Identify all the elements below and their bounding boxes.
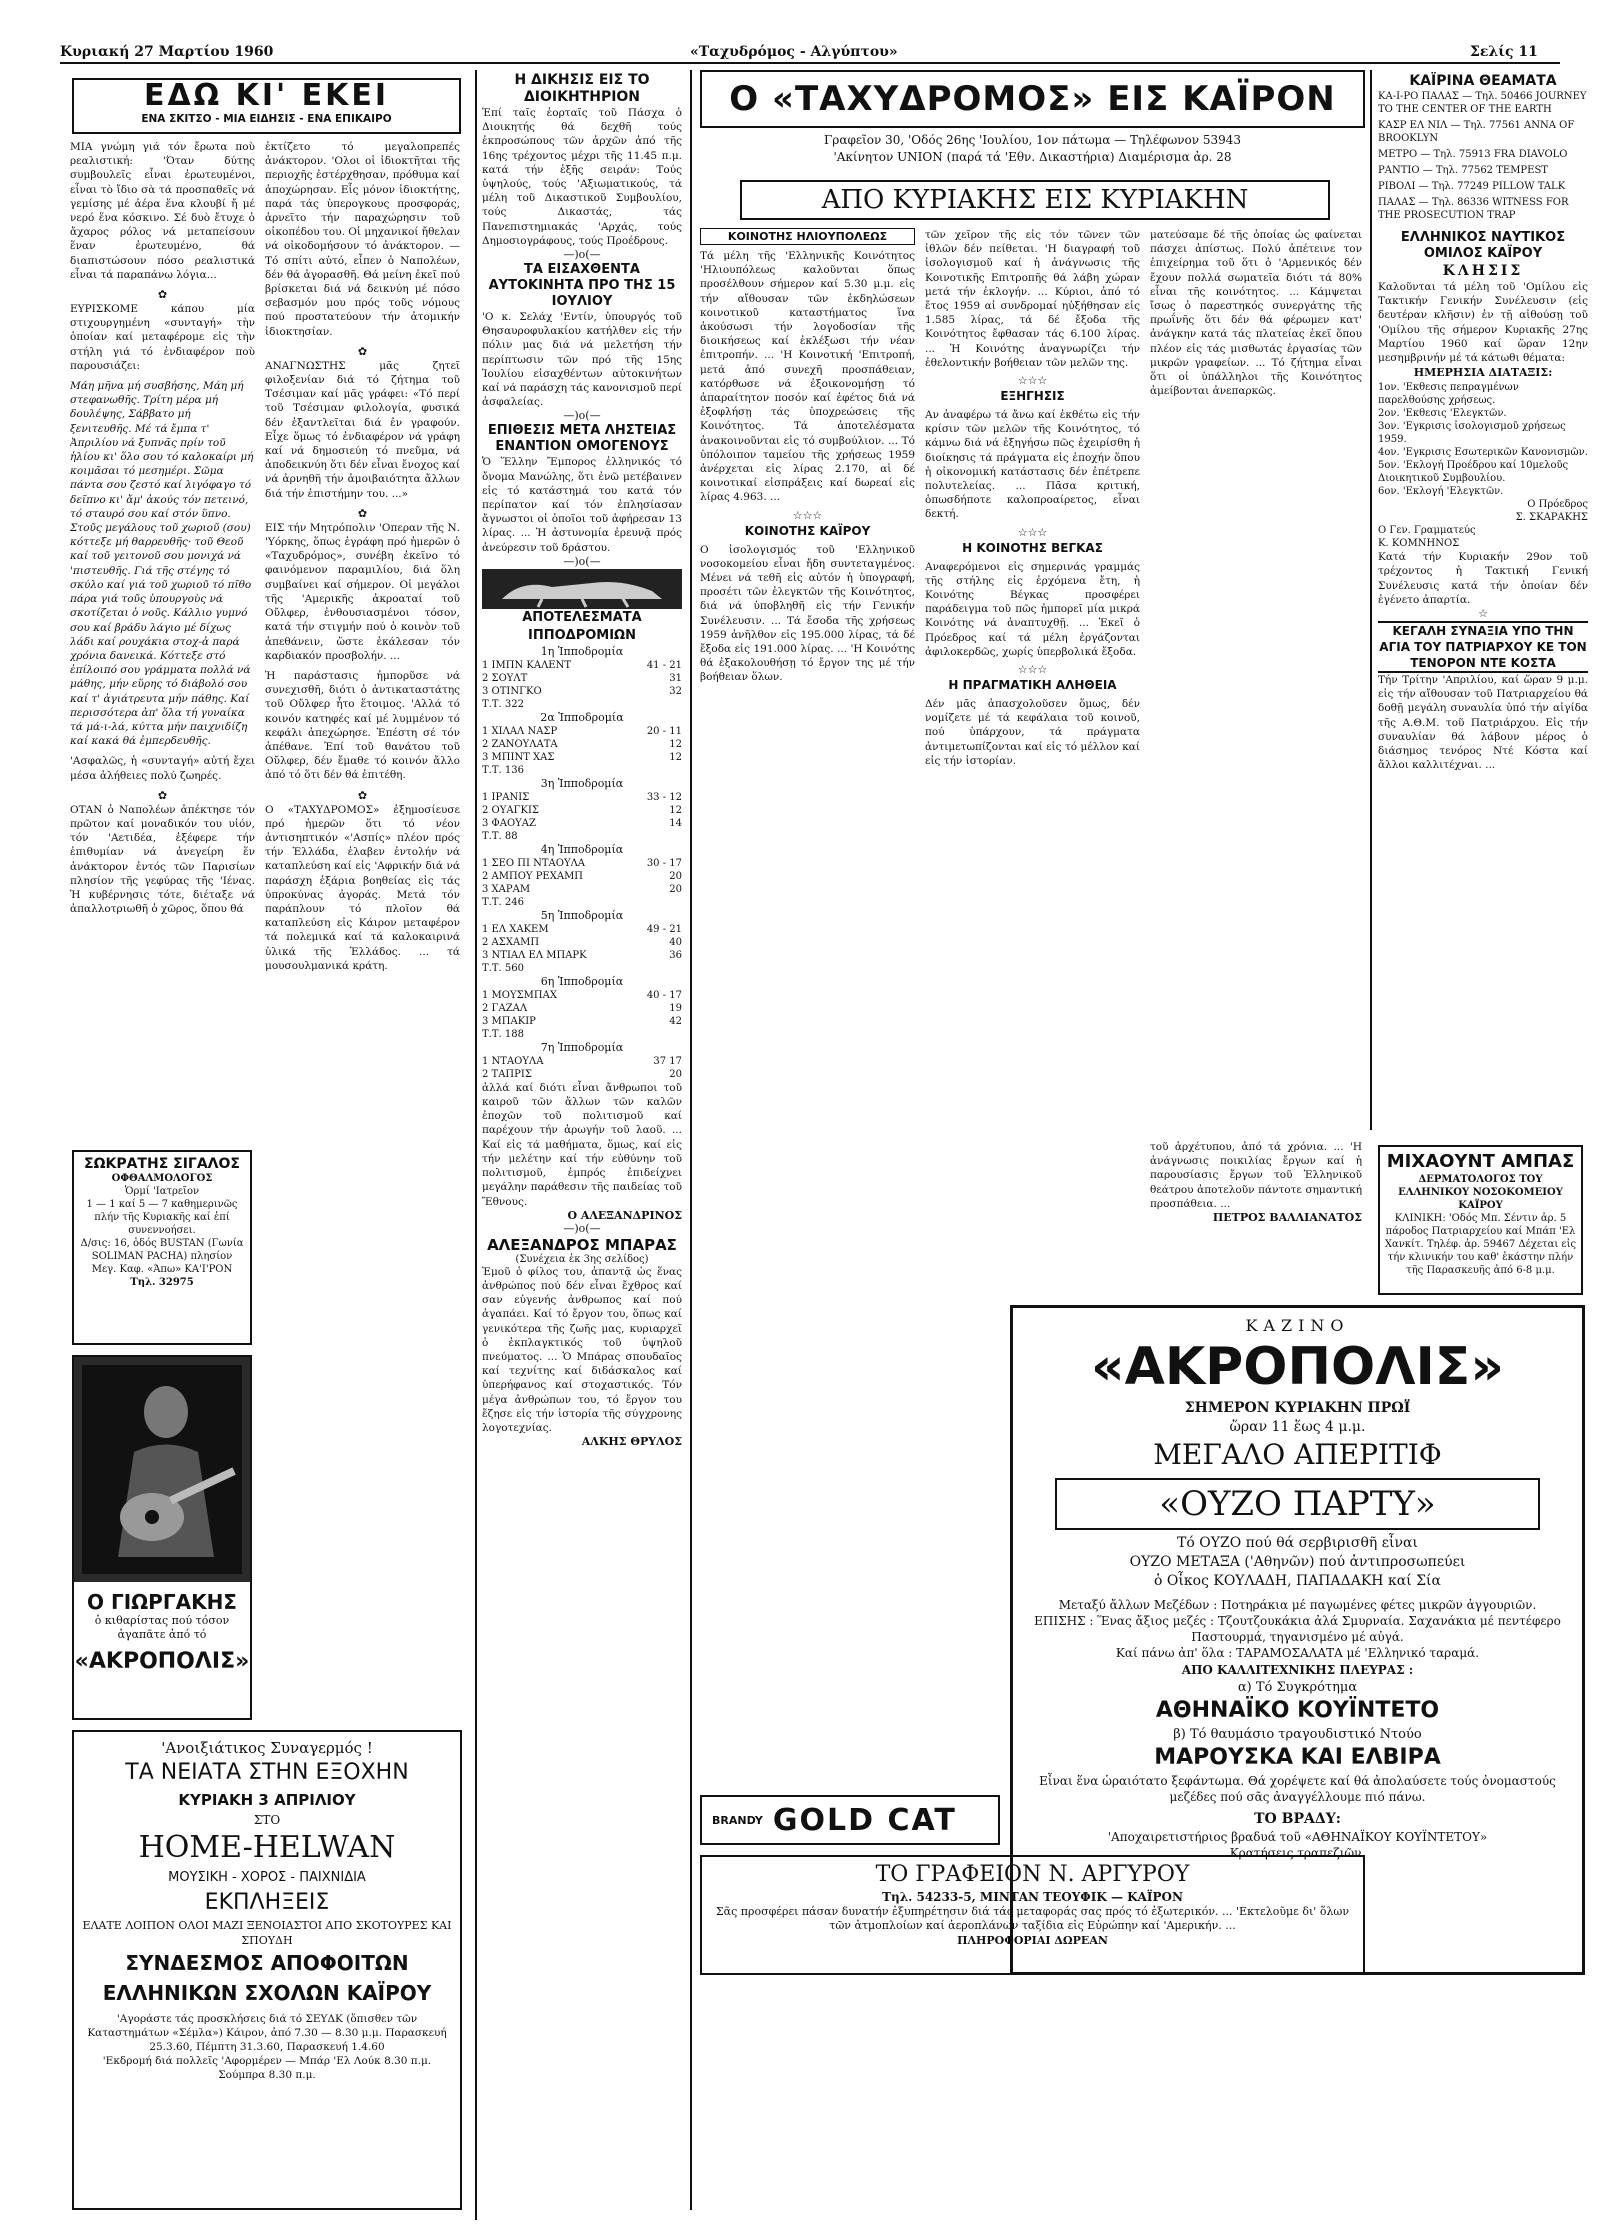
horse-name: 1 ΣΕΟ ΠΙ ΝΤΑΟΥΛΑ: [482, 857, 586, 869]
section-heading: ΕΞΗΓΗΣΙΣ: [1000, 389, 1065, 404]
doctor-clinic: Ὁρμί 'Ιατρεῖον: [124, 1186, 200, 1197]
gold-cat-label: GOLD CAT: [772, 1802, 957, 1838]
doctor-role: ΔΕΡΜΑΤΟΛΟΓΟΣ ΤΟΥ ΕΛΛΗΝΙΚΟΥ ΝΟΣΟΚΟΜΕΙΟΥ ΚΑΪΡΟΥ: [1398, 1174, 1563, 1211]
section-heading: Η ΚΟΙΝΟΤΗΣ ΒΕΓΚΑΣ: [962, 540, 1103, 555]
agenda-item: 1ον. 'Εκθεσις πεπραγμένων παρελθούσης χρήσεως.: [1378, 382, 1519, 407]
horse-name: 1 ΕΛ ΧΑΚΕΜ: [482, 923, 549, 935]
horse-name: 2 ΑΜΠΟΥ ΡΕΧΑΜΠ: [482, 870, 584, 882]
agenda-item: 2ον. 'Εκθεσις 'Ελεγκτῶν.: [1378, 408, 1507, 420]
kazino-line: ΑΠΟ ΚΑΛΛΙΤΕΧΝΙΚΗΣ ΠΛΕΥΡΑΣ :: [1181, 1663, 1414, 1677]
helwan-line: ΤΑ ΝΕΙΑΤΑ ΣΤΗΝ ΕΞΟΧΗΝ: [125, 1760, 409, 1785]
kazino-line: ΜΕΓΑΛΟ ΑΠΕΡΙΤΙΦ: [1153, 1438, 1442, 1471]
article-text: Ἐμοῦ ὁ φίλος του, ἀπαντᾷ ὡς ἕνας ἀνθρώπος πού δέν εἶναι ἔχθρος καί σαν εὐγενής ἀνθρωπος καί πού ἀγαπάει. Καί τό ἔργον του, ὅπως καί γενικότερα τῆς ζωῆς μας, κυριαρχεῖ ὁ ἐκπλαγκτικός τοῦ ὑψηλοῦ πνεύματος. ... Ὁ Μπάρας σπουδαῖος καί τεχνίτης καί διδάσκαλος καί ὑπερήφανος καί στοχαστικός. Τόν μέγα ἀνθρώπων του, τό ἔργον του ἔζησε εἰς τήν ἱστορία τῆς σύγχρονης λογοτεχνίας.: [482, 1265, 682, 1434]
helwan-line: ΣΤΟ: [253, 1813, 281, 1827]
doctor-role: ΟΦΘΑΛΜΟΛΟΓΟΣ: [111, 1173, 213, 1184]
race-result-row: [482, 949, 682, 962]
masthead-rule: [60, 62, 1560, 64]
kazino-line: Εἶναι ἕνα ὡραιότατο ξεφάντωμα. Θά χορέψετε καί θά ἀπολαύσετε τούς ὀνομαστούς μεζέδες πού σᾶς ἀναγγέλλουμε πιό πάνω.: [1039, 1774, 1556, 1804]
article-text: Ἐπί ταῖς ἑορταῖς τοῦ Πάσχα ὁ Διοικητής θά δεχθῆ τούς ἐκπροσώπους τῶν ἀρχῶν ἀπό τῆς 16ης τρέχοντος μέχρι τῆς 11.45 π.μ. κατά τήν ἑξῆς σειράν: Τούς ὑψηλούς, τούς 'Αξιωματικούς, τά μέλη τοῦ Δικαστικοῦ Συμβουλίου, τούς Δικαστάς, τάς Πανεπιστημιακάς 'Αρχάς, τούς Δημοσιογράφους, τούς Προέδρους.: [482, 107, 682, 247]
article-signature: ΑΛΚΗΣ ΘΡΥΛΟΣ: [581, 1435, 682, 1449]
separator-icon: ☆☆☆: [1017, 663, 1048, 677]
helwan-line: ΚΥΡΙΑΚΗ 3 ΑΠΡΙΛΙΟΥ: [178, 1791, 356, 1809]
separator-icon: ✿: [357, 788, 368, 802]
horse-odds: 12: [669, 751, 682, 763]
horse-odds: 37 17: [653, 1055, 682, 1067]
kazino-line: Κρατήσεις τραπεζιῶν.: [1229, 1846, 1366, 1860]
race-result-row: [482, 685, 682, 698]
horse-name: 3 ΜΠΑΚΙΡ: [482, 1015, 536, 1027]
michaount-ad: [1378, 1145, 1583, 1295]
race-title: 1η Ἱπποδρομία: [540, 644, 624, 658]
horse-odds: 19: [669, 1002, 682, 1014]
kazino-line: ΜΑΡΟΥΣΚΑ ΚΑΙ ΕΛΒΙΡΑ: [1154, 1745, 1441, 1770]
signature: Ο Γεν. Γραμματεύς: [1378, 525, 1476, 537]
tachydromos-col-a: [700, 228, 915, 1788]
article-signature: ΠΕΤΡΟΣ ΒΑΛΛΙΑΝΑΤΟΣ: [1212, 1211, 1362, 1225]
doctor-address: ΚΛΙΝΙΚΗ: 'Οδός Μπ. Σέντιν ἀρ. 5 πάροδος Πατριαρχείου καί Μπάπ 'Ελ Χανκίτ. Τηλέφ. ἀρ. 59467 Δέχεται εἰς τήν κλινικήν του καθ' ἑκάστην πλήν τῆς Παρασκευῆς ἀπό 6-8 μ.μ.: [1384, 1213, 1577, 1276]
horse-odds: 41 - 21: [646, 659, 682, 671]
article-paragraph: ΑΝΑΓΝΩΣΤΗΣ μᾶς ζητεῖ φιλοξενίαν διά τό ζήτημα τοῦ Τσέσιμαν καί μᾶς γράφει: «Τό περί τοῦ Τσέσιμαν φιλολογία, φυσικά δέν ἐξαντλεῖται διά ἐν γραφούν. Εἶχε ὅμως τό ἐνδιαφέρον νά γράφη καί νά δημοσιεύη τό πνεῦμα, νά ἀποδεικνύη ὅτι δέν εἶναι ἔνοχος καί νά ἀρνηθῆ τήν ἀμοιβαιότητα ἄλλων διά τήν ἐπιστήμην του. ...»: [265, 359, 460, 500]
agenda-list: [1378, 381, 1588, 498]
horse-odds: 40: [669, 936, 682, 948]
doctor-name: ΣΩΚΡΑΤΗΣ ΣΙΓΑΛΟΣ: [84, 1156, 240, 1172]
separator-icon: ☆: [1478, 607, 1488, 621]
section-heading: Η ΠΡΑΓΜΑΤΙΚΗ ΑΛΗΘΕΙΑ: [948, 678, 1117, 693]
race-title: 4η Ἱπποδρομία: [540, 842, 624, 856]
race-result-row: [482, 672, 682, 685]
poem-text: Μάη μῆνα μή συσβήσης, Μάη μή στεφανωθῆς. Τρίτη μέρα μή δουλέψης, Σάββατο μή ξενιτευθῆς. Μέ τά ἔμπα τ' Ἀπριλίου νά ξυπνᾶς πρίν τοῦ ἡλίου κι' ὅλο σου τό καλοκαίρι μή κοιμᾶσαι τό μεσημέρι. Σῶμα πάντα σου ζεστό καί λιγόφαγο τό δεῖπνο κι' ἄμ' ἀκούς τόν πετεινό, τό σταυρό σου καί στόν ὕπνο. Στοῦς μεγάλους τοῦ χωριοῦ (σου) κόττεξε μή θαρρευθῆς· τοῦ Θεοῦ καί τοῦ γειτονοῦ σου μονιχά νά 'πιστευθῆς. Γιά τῆς στέγης τό σκύλο καί γιά τοῦ χωριοῦ τό πῖθο πάρα γιά τοῦς ὑπουργοὺς νά σκοτίζεται ὁ νοῦς. Κάλλιο γυμνό σου καί βράδυ λάγιο μέ δίχως λάδι καί ρουχάκια στοχ-ἀ παρά χρόνια δανεικά. Κόττεξε στό ἐπίλοιπό σου γράμματα πολλά νά μάθης, μήν εὕρης τό διάβολό σου καί τ' ἀγιάτρευτα μήν πάθης. Καί περισσότερα ἀπ' ὅλα τή γυναίκα τά μά-ι-λά, κύττα μήν παιχνιδίζη καί κακά θά ἐμπερδευθῆς.: [70, 380, 254, 748]
horse-odds: 20: [669, 1068, 682, 1080]
article-paragraph: ΜΙΑ γνώμη γιά τόν ἔρωτα ποὺ ρεαλιστική: 'Όταν δύτης συμβουλεῖς εἶναι ἐρωτευμένοι, εἶναι τὸ ἴδιο σὰ τά προσπαθεῖς νά γεμίσης μέ ἀέρα ἕνα κλουβί ἤ μέ νερό ἕνα κόσκινο. Σέ δυὸ ἔτυχε ὁ ἄχαρος ρόλος νά μεταπείσουν ἕναν ἐρωτευμένο, θά διαπιστώσουν πόσο ρεαλιστικά εἶναι τά παραπάνω λόγια...: [70, 141, 255, 281]
article-signature: Ο ΑΛΕΞΑΝΔΡΙΝΟΣ: [567, 1208, 682, 1222]
column-five: [1378, 72, 1588, 1132]
section-heading: ΤΑ ΕΙΣΑΧΘΕΝΤΑ ΑΥΤΟΚΙΝΗΤΑ ΠΡΟ ΤΗΣ 15 ΙΟΥΛΙΟΥ: [488, 262, 676, 310]
race-result-row: [482, 659, 682, 672]
horse-name: 1 ΙΜΠΝ ΚΑΛΕΝΤ: [482, 659, 572, 671]
horse-odds: 14: [669, 817, 682, 829]
horse-name: 3 ΜΠΙΝΤ ΧΑΣ: [482, 751, 555, 763]
kazino-line: Καί πάνω ἀπ' ὅλα : ΤΑΡΑΜΟΣΑΛΑΤΑ μέ 'Ελληνικό ταραμά.: [1115, 1646, 1480, 1660]
agenda-item: 5ον. 'Εκλογή Προέδρου καί 10μελοῦς Διοικητικοῦ Συμβουλίου.: [1378, 460, 1569, 485]
separator-icon: ✿: [157, 788, 168, 802]
helwan-ad: [72, 1730, 462, 2210]
separator-icon: ☆☆☆: [792, 508, 823, 522]
horse-name: 2 ΟΥΑΓΚΙΣ: [482, 804, 539, 816]
race-result-row: [482, 1015, 682, 1028]
article-paragraph: Ἡ παράστασις ἠμπορῦσε νά συνεχισθῆ, διότι ὁ ἀντικαταστάτης τοῦ Οὔλφερ ἦτο ἕτοιμος. 'Αλλά τό κοινόν κατηφές καί μέ λυμμένον τό κεφάλι ἀπεχώρησε. Ἐπέστη σέ τόν ἀπέθανε. Ἐπί τοῦ θανάτου τοῦ Οὔλφερ, δέν ἔμαθε τό κοινόν ἄλλο ἀπό τό ὅτι δέν θά ἐπιτέθη.: [265, 669, 460, 782]
race-result-row: [482, 989, 682, 1002]
race-result-row: [482, 738, 682, 751]
horse-odds: 36: [669, 949, 682, 961]
address-line: Γραφεῖον 30, 'Οδός 26ης 'Ιουλίου, 1ον πάτωμα — Τηλέφωνον 53943: [823, 133, 1242, 147]
helwan-line: 'Εκδρομή διά πολλεῖς 'Αφορμέρεν — Μπάρ 'Ελ Λούκ 8.30 π.μ. Σούμπρα 8.30 π.μ.: [102, 2055, 432, 2081]
section-heading: ΑΠΟΤΕΛΕΣΜΑΤΑ ΙΠΠΟΔΡΟΜΙΩΝ: [522, 609, 642, 643]
kazino-line: ΕΠΙΣΗΣ : Ἕνας ἄξιος μεζές : Τζουτζουκάκια ἀλά Σμυρναία. Σαχανάκια μέ πεντέφερο Παστουρμά, τηγανισμένο μέ αὐγά.: [1034, 1614, 1561, 1644]
edo-ki-ekei-subtitle: ΕΝΑ ΣΚΙΤΣΟ - ΜΙΑ ΕΙΔΗΣΙΣ - ΕΝΑ ΕΠΙΚΑΙΡΟ: [141, 113, 392, 125]
race-result-row: [482, 791, 682, 804]
separator-icon: ☆☆☆: [1017, 374, 1048, 388]
section-heading: ΕΠΙΘΕΣΙΣ ΜΕΤΑ ΛΗΣΤΕΙΑΣ ΕΝΑΝΤΙΟΝ ΟΜΟΓΕΝΟΥΣ: [487, 423, 677, 455]
race-result-row: [482, 883, 682, 896]
article-text: Καλοῦνται τά μέλη τοῦ 'Ομίλου εἰς Τακτικήν Γενικήν Συνέλευσιν (εἰς δευτέραν κλῆσιν) ἐν τῇ αἰθούσῃ τοῦ 'Ομίλου τῆς σήμερον Κυριακῆς 27ης Μαρτίου 1960 καί ὥραν 12ην μεσημβρινήν μέ τά κάτωθι θέματα:: [1378, 281, 1588, 365]
section-subheading: (Συνέχεια ἐκ 3ης σελίδος): [515, 1253, 649, 1265]
argyrou-phone: Τηλ. 54233-5, ΜΙΝΤΑΝ ΤΕΟΥΦΙΚ — ΚΑΪΡΟΝ: [882, 1890, 1183, 1904]
race-total: Τ.Τ. 246: [482, 896, 524, 908]
agenda-item: 4ον. 'Εγκρισις Εσωτερικῶν Κανονισμῶν.: [1378, 447, 1588, 459]
kazino-line: ΚΑΖΙΝΟ: [1245, 1316, 1350, 1335]
horse-odds: 49 - 21: [646, 923, 682, 935]
agenda-title: ΗΜΕΡΗΣΙΑ ΔΙΑΤΑΞΙΣ:: [1413, 366, 1553, 380]
section-heading: ΕΛΛΗΝΙΚΟΣ ΝΑΥΤΙΚΟΣ ΟΜΙΛΟΣ ΚΑΪΡΟΥ: [1400, 230, 1566, 261]
article-text: ἀλλά καί διότι εἶναι ἄνθρωποι τοῦ καιροῦ τῶν ἄλλων τῶν καλῶν ἐποχῶν τοῦ πολιτισμοῦ καί παρέχουν τήν ἀρωγήν τοῦ λαοῦ. ... Καί εἰς τά μαθήματα, ὅμως, καί εἰς τήν μελέτην καί τήν εὐθύνην τοῦ πολιτισμοῦ, ἐμπρός ἐπιδείχνει μεγάλην παράθεσιν τῆς παιδείας τοῦ Ἔθνους.: [482, 1081, 682, 1208]
separator-icon: —)o(—: [563, 409, 601, 423]
race-result-row: [482, 857, 682, 870]
horse-odds: 40 - 17: [646, 989, 682, 1001]
column-rule: [1370, 70, 1372, 1130]
kazino-line: ΟΥΖΟ ΜΕΤΑΞΑ ('Αθηνῶν) πού ἀντιπροσωπεύει: [1129, 1554, 1466, 1570]
column-two: [482, 72, 682, 2212]
masthead-page: Σελίς 11: [1470, 44, 1538, 60]
separator-icon: —)o(—: [563, 1221, 601, 1235]
race-total: Τ.Τ. 322: [482, 698, 524, 710]
apo-kyriakis-banner: [740, 180, 1330, 220]
horse-odds: 32: [669, 685, 682, 697]
kazino-line: Μεταξύ ἄλλων Μεζέδων : Ποτηράκια μέ παγωμένες φέτες μικρῶν ἀγγουριῶν.: [1058, 1598, 1537, 1612]
horse-name: 2 ΖΑΝΟΥΛΑΤΑ: [482, 738, 558, 750]
horse-name: 3 ΧΑΡΑΜ: [482, 883, 531, 895]
article-paragraph: Αν ἀναφέρω τά ἄνω καί ἐκθέτω εἰς τήν κρίσιν τῶν μελῶν τῆς Κοινότητος, τό κάμνω διά νά ἐξηγήσω πῶς ἐχειρίσθη ἡ διοίκησις τά πράγματα εἰς ἐποχήν ὅπου ἡ οἰκονομική κατάστασις δέν ἐπέτρεπε πολυτελείας. ... Πᾶσα κριτική, ὁπωσδήποτε καλοπροαίρετος, εἶναι δεκτή.: [925, 409, 1140, 521]
horse-odds: 12: [669, 804, 682, 816]
article-paragraph: ματεύσαμε δέ τῆς ὁποίας ὡς φαίνεται πάσχει ἀπίστως. Πολύ ἀπέτεινε τον ἐπιχείρημα τοῦ ὅτι ὁ 'Αρμενικός δέν ἔχουν πολλά σωματεῖα διότι τά 80% εἶναι τῆς κοινότητος. ... Κάμψεται ἴσως ὁ παρεστηκός συνεργάτης τῆς πρωΐνῆς ὅτι δέν θά φέρωμεν κατ' ἀνάγκην κατά τάς πλατείας ἐκεῖ ὅπου πλέον εἰς τάς μισθωτάς ἐργασίας τῶν μικρῶν γραφείων. ... Τό ζήτημα εἶναι ὅτι οἱ ὑπάλληλοι τῆς Κοινότητος ἀμείβονται ἀνεπαρκῶς.: [1150, 229, 1362, 398]
race-result-row: [482, 1055, 682, 1068]
race-total: Τ.Τ. 560: [482, 962, 524, 974]
race-result-row: [482, 751, 682, 764]
race-title: 2α Ἱπποδρομία: [540, 710, 624, 724]
kazino-line: ὥραν 11 ἕως 4 μ.μ.: [1229, 1419, 1366, 1435]
section-heading: ΑΛΕΞΑΝΔΡΟΣ ΜΠΑΡΑΣ: [487, 1235, 677, 1254]
section-heading: ΚΟΙΝΟΤΗΣ ΗΛΙΟΥΠΟΛΕΩΣ: [700, 228, 915, 245]
article-text: 'Ο κ. Σελάχ 'Εντίν, ὑπουργός τοῦ Θησαυροφυλακίου κατήλθεν εἰς τήν πόλιν μας διά νά μελετήση τήν περίπτωσιν τῶν πρό τῆς 15ης Ἰουλίου εἰσαχθέντων αὐτοκινήτων καί νά παράσχη τάς κανονισμοῦ περί ἀσφαλείας.: [482, 311, 682, 409]
article-paragraph: ἐκτίζετο τό μεγαλοπρεπές ἀνάκτορον. 'Ολοι οἱ ἰδιοκτῆται τῆς περιοχῆς ἐστέρχθησαν, πρόθυμα καί ἀποχώρησαν. Εἷς μόνον ἰδιοκτήτης, παρά τάς ὑπερογκους προσφοράς, ἀρνεῖτο τήν παραχώρησιν τοῦ οἰκοπέδου του. Οἱ μηχανικοί ἤθελαν νά οἰκοδομήσουν τό ἀνάκτορον. — Τό σπίτι αὐτό, εἶπεν ὁ Ναπολέων, δέν θά ἀγορασθῆ. Θά μείνη ἐκεῖ πού βρίσκεται διά νά δεικνύη μέ πόσο σεβασμόν μου πρός τοῦς νόμους πού προστατεύουν τήν ἀτομικήν ἰδιοκτησίαν.: [265, 141, 460, 338]
kazino-name: «ΑΚΡΟΠΟΛΙΣ»: [1091, 1337, 1504, 1397]
signature: Κ. ΚΟΜΝΗΝΟΣ: [1378, 538, 1460, 550]
race-result-row: [482, 1002, 682, 1015]
horse-name: 2 ΤΑΠΡΙΣ: [482, 1068, 532, 1080]
tachydromos-address: [700, 132, 1365, 172]
race-total: Τ.Τ. 188: [482, 1028, 524, 1040]
section-heading: ΚΕΓΑΛΗ ΣΥΝΑΞΙΑ ΥΠΟ ΤΗΝ ΑΓΙΑ ΤΟΥ ΠΑΤΡΙΑΡΧΟΥ ΚΕ ΤΟΝ ΤΕΝΟΡΟΝ ΝΤΕ ΚΟΣΤΑ: [1378, 621, 1588, 673]
article-text: Τήν Τρίτην 'Απριλίου, καί ὥραν 9 μ.μ. εἰς τήν αἴθουσαν τοῦ Πατριαρχείου θά δοθῇ μεγάλη συναυλία ὑπό τήν αἰγίδα τῆς Α.Θ.Μ. τοῦ Πατριάρχου. Εἰς τήν συναυλίαν θά λάβουν μέρος ὁ διάσημος τενόρος Ντέ Κόστα καί ἄλλοι καλλιτέχναι. ...: [1378, 674, 1588, 772]
cinema-item: ΜΕΤΡΟ — Τηλ. 75913 FRA DIAVOLO: [1378, 149, 1568, 160]
tachydromos-title: Ο «ΤΑΧΥΔΡΟΜΟΣ» ΕΙΣ ΚΑΪΡΟΝ: [729, 79, 1336, 119]
masthead-paper: «Ταχυδρόμος - Αλγύπτου»: [690, 44, 898, 60]
race-title: 6η Ἱπποδρομία: [540, 974, 624, 988]
kazino-ouzo: «ΟΥΖΟ ΠΑΡΤΥ»: [1055, 1478, 1540, 1530]
article-paragraph: ΕΙΣ τήν Μητρόπολιν 'Οπεραν τῆς Ν. 'Υόρκης, ὅπως ἐγράφη πρό ἡμερῶν ὁ «Ταχυδρόμος», συνέβη ἐκεῖνο τό φαινόμενον παραμιλίου, διά ὅλη συμβαίνει καί σήμερον. Οἱ μεγάλοι τῆς 'Αμερικῆς ἀκροαταί τοῦ Οὔλφερ, ἐνθουσιασμένοι τόσον, κατά τήν στιγμήν πού ὁ κοινὸν τοῦ ἀπεθάνειν, ὥστε ἐκάλεσαν τόν καρδιακόν προσβολήν. ...: [265, 521, 460, 662]
horse-odds: 20: [669, 883, 682, 895]
kazino-line: α) Τό Συγκρότημα: [1237, 1680, 1358, 1695]
article-paragraph: Αναφερόμενοι εἰς σημερινάς γραμμάς τῆς στήλης εἰς ἐρχόμενα ἔτη, ἡ Κοινότης Βέγκας προσφέρει παράδειγμα τοῦ πῶς ἠμπορεῖ μία μικρά Κοινότης νά ἀναπτυχθῇ. ... Ἐκεῖ ὁ Πρόεδρος καί τά μέλη ἐργάζονται ἀφιλοκερδῶς, χωρίς ὑπερβολικά ἔξοδα.: [925, 560, 1140, 658]
argyrou-text: Σᾶς προσφέρει πάσαν δυνατήν ἐξυπηρέτησιν διά τάς μεταφοράς σας πρός τό ἐξωτερικόν. ... 'Εκτελοῦμε δι' ὅλων τῶν ἀτμοπλοίων καί ἀεροπλάνων ταξίδια εἰς Εὐρώπην καί 'Αμερικήν. ...: [715, 1905, 1350, 1932]
doctor-hours: 1 — 1 καί 5 — 7 καθημερινῶς πλήν τῆς Κυριακῆς καί ἐπί συνεννοήσει.: [86, 1199, 238, 1236]
helwan-line: ΜΟΥΣΙΚΗ - ΧΟΡΟΣ - ΠΑΙΧΝΙΔΙΑ: [168, 1870, 366, 1885]
separator-icon: —)o(—: [563, 248, 601, 262]
edo-ki-ekei-title: ΕΔΩ ΚΙ' ΕΚΕΙ: [143, 78, 390, 113]
race-total: Τ.Τ. 136: [482, 764, 524, 776]
article-text: Ὁ Ἕλλην Ἔμπορος ἐλληνικός τό ὄνομα Μανώλης, ὅτι ἐνῶ μετέβαινεν εἰς τό κατάστημά του κατά τόν περίπατον καί τόν ἐπλησίασαν ἄγνωστοι οἱ ὁποῖοι τοῦ ἀφήρεσαν 13 λίρας. ... Ἡ ἀστυνομία ἐρευνᾷ πρός ἀνεύρεσιν τοῦ δράστου.: [482, 456, 682, 554]
helwan-venue: HOME-HELWAN: [138, 1830, 396, 1865]
giorgakis-ad: [72, 1355, 252, 1720]
agenda-item: 3ον. 'Εγκρισις ἰσολογισμοῦ χρήσεως 1959.: [1378, 421, 1566, 446]
cinema-item: ΠΑΛΑΣ — Τηλ. 86336 WITNESS FOR THE PROSECUTION TRAP: [1378, 197, 1569, 221]
horse-odds: 20 - 11: [646, 725, 682, 737]
helwan-line: ΕΚΠΛΗΞΕΙΣ: [204, 1890, 330, 1915]
tachydromos-banner: [700, 70, 1365, 128]
race-title: 5η Ἱπποδρομία: [540, 908, 624, 922]
guitarist-photo: [74, 1357, 250, 1582]
cinema-item: ΡΙΒΟΛΙ — Τηλ. 77249 PILLOW TALK: [1378, 181, 1566, 192]
section-heading: ΚΟΙΝΟΤΗΣ ΚΑΪΡΟΥ: [744, 523, 871, 538]
horse-odds: 12: [669, 738, 682, 750]
race-results: [482, 645, 682, 1081]
doctor-address: Δ/σις: 16, ὁδός BUSTAN (Γωνία SOLIMAN PACHA) πλησίον Μεγ. Καφ. «Άπω» ΚΑ'Ι'ΡΟΝ: [80, 1238, 244, 1275]
article-paragraph: τοῦ ἀρχέτυπου, ἀπό τά χρόνια. ... 'Η ἀνάγνωσις ποικιλίας ἔργων καί ἡ παρουσίασις ἔργων τοῦ Ἑλληνικοῦ θεάτρου ἀποτελοῦν πάντοτε σημαντική προσπάθεια. ...: [1150, 1141, 1362, 1210]
separator-icon: —)o(—: [563, 554, 601, 568]
guitarist-venue: «ΑΚΡΟΠΟΛΙΣ»: [74, 1649, 250, 1674]
article-paragraph: Ο ἰσολογισμός τοῦ 'Ελληνικοῦ νοσοκομείου εἶναι ἤδη συντεταγμένος. Μένει νά τεθῆ εἰς αὐτόν ἡ ὑπογραφή, προσέτι τῶν ἐλεγκτῶν τῆς Κοινότητος, διά νά ὑποβληθῆ εἰς τήν Γενικήν Συνέλευσιν. ... Τά ἔσοδα τῆς χρήσεως 1959 ἀνῆλθον εἰς 195.000 λίρας, τά δέ ἔξοδα εἰς 191.000 λίρας. ... 'Η Κοινότης θά ἐξακολουθήσῃ τό ἔργον της μέ τήν βοήθειαν ὅλων.: [700, 543, 915, 684]
article-paragraph: 'Ασφαλῶς, ἡ «συνταγή» αὐτή ἔχει μέσα ἀλήθειες πολύ ζωηρές.: [70, 755, 255, 782]
kazino-line: 'Αποχαιρετιστήριος βραδυά τοῦ «ΑΘΗΝΑΪΚΟΥ ΚΟΥΪΝΤΕΤΟΥ»: [1107, 1830, 1488, 1844]
race-result-row: [482, 817, 682, 830]
tachydromos-col-c: [1150, 228, 1362, 1128]
signature: Σ. ΣΚΑΡΑΚΗΣ: [1515, 512, 1588, 524]
sigalos-ad: [72, 1150, 252, 1345]
horse-odds: 31: [669, 672, 682, 684]
race-result-row: [482, 923, 682, 936]
horse-odds: 20: [669, 870, 682, 882]
helwan-line: 'Αγοράστε τάς προσκλήσεις διά τό ΣΕΥΔΚ (ὅπισθεν τῶν Καταστημάτων «Σέμλα») Κάιρον, ἀπό 7.30 — 8.30 μ.μ. Παρασκευή 25.3.60, Πέμπτη 31.3.60, Παρασκευή 1.4.60: [87, 2013, 447, 2053]
signature: Ο Πρόεδρος: [1527, 499, 1588, 511]
helwan-line: ΣΥΝΔΕΣΜΟΣ ΑΠΟΦΟΙΤΩΝ: [125, 1951, 409, 1975]
horse-name: 1 ΝΤΑΟΥΛΑ: [482, 1055, 544, 1067]
race-title: 7η Ἱπποδρομία: [540, 1040, 624, 1054]
race-result-row: [482, 1068, 682, 1081]
article-paragraph: ΕΥΡΙΣΚΟΜΕ κάπου μία στιχουργημένη «συνταγή» τὴν ὁποίαν καί μεταφέρομε εἰς τὴν στήλη γιά τό ἐνδιαφέρον ποὺ παρουσιάζει:: [70, 303, 255, 372]
section-subheading: ΚΛΗΣΙΣ: [1442, 263, 1524, 279]
column-rule: [690, 70, 692, 2210]
kazino-akropolis-ad: [1010, 1305, 1585, 1975]
cinema-item: ΚΑΣΡ ΕΛ ΝΙΛ — Τηλ. 77561 ANNA OF BROOKLYN: [1378, 120, 1575, 144]
masthead-date: Κυριακή 27 Μαρτίου 1960: [60, 44, 274, 60]
race-title: 3η Ἱπποδρομία: [540, 776, 624, 790]
edo-ki-ekei-col-left: [70, 140, 255, 1145]
kazino-line: ὁ Οἶκος ΚΟΥΛΑΔΗ, ΠΑΠΑΔΑΚΗ καί Σία: [1154, 1573, 1441, 1589]
cinema-listings: [1378, 90, 1588, 222]
cinema-item: ΚΑ-Ι-ΡΟ ΠΑΛΑΣ — Τηλ. 50466 JOURNEY TO THE CENTER OF THE EARTH: [1378, 91, 1587, 115]
article-text: Κατά τήν Κυριακήν 29ον τοῦ τρέχοντος ἡ Τακτική Γενική Συνέλευσις κατά τήν ὁποίαν δέν ἐγένετο ἀπαρτία.: [1378, 551, 1588, 606]
kazino-line: Τό ΟΥΖΟ πού θά σερβιρισθῆ εἶναι: [1177, 1535, 1418, 1551]
separator-icon: ✿: [157, 288, 168, 302]
horse-name: 3 ΝΤΙΑΛ ΕΛ ΜΠΑΡΚ: [482, 949, 587, 961]
horse-odds: 30 - 17: [646, 857, 682, 869]
race-result-row: [482, 936, 682, 949]
race-result-row: [482, 725, 682, 738]
separator-icon: ✿: [357, 344, 368, 358]
column-rule: [475, 70, 477, 2220]
horse-odds: 33 - 12: [646, 791, 682, 803]
address-line: 'Ακίνητον UNION (παρά τά 'Εθν. Δικαστήρια) Διαμέρισμα ἀρ. 28: [833, 150, 1232, 164]
agenda-item: 6ον. 'Εκλογή 'Ελεγκτῶν.: [1378, 486, 1504, 498]
guitarist-name: Ο ΓΙΩΡΓΑΚΗΣ: [87, 1590, 237, 1614]
doctor-name: ΜΙΧΑΟΥΝΤ ΑΜΠΑΣ: [1386, 1151, 1575, 1172]
doctor-phone: Τηλ. 32975: [130, 1277, 194, 1288]
horse-name: 1 ΙΡΑΝΙΣ: [482, 791, 530, 803]
edo-ki-ekei-header: [72, 78, 461, 134]
article-paragraph: τῶν χεῖρον τῆς εἰς τόν τῶνεν τῶν ἰθλῶν δέν πείθεται. 'Η διαγραφή τοῦ ἰσολογισμοῦ καί ἡ ἀνάγνωσις τῆς Κοινοτικῆς Επιτροπῆς θά λάβη χώραν μετά τήν ἐκλογήν. ... Κύριοι, ἀπό τό ἔτος 1959 αἱ συνδρομαί ηὐξήθησαν εἰς 1.585 λίρας, τά δέ ἔξοδα τῆς Κοινότητος ἔφθασαν τάς 6.100 λίρας. ... Ἡ Κοινότης ἀναγνωρίζει τήν ἐθελοντικήν βοήθειαν τῶν μελῶν της.: [925, 229, 1140, 369]
kazino-line: ΣΗΜΕΡΟΝ ΚΥΡΙΑΚΗΝ ΠΡΩΪ: [1184, 1400, 1411, 1416]
horse-name: 1 ΜΟΥΣΜΠΑΧ: [482, 989, 557, 1001]
horse-race-illustration: [482, 569, 682, 609]
horse-name: 2 ΓΑΖΑΛ: [482, 1002, 528, 1014]
argyrou-footer: ΠΛΗΡΟΦΟΡΙΑΙ ΔΩΡΕΑΝ: [957, 1934, 1108, 1947]
horse-name: 2 ΣΟΥΛΤ: [482, 672, 528, 684]
edo-ki-ekei-col-right: [265, 140, 460, 1700]
article-paragraph: Ο «ΤΑΧΥΔΡΟΜΟΣ» ἐξημοσίευσε πρό ἡμερῶν ὅτι τό νέον ἀντισηπτικόν «'Ασπίς» πλέον πρός τήν Ἑλλάδα, ἐλαβεν ἐντολήν νά καταπλεύση καί εἰς 'Αφρικήν διά νά παράσχη ἐξάρια βοηθείας εἰς τάς ὑπροκύνας ἀγοράς. Μετά τόν παράπλουν τό πλοῖον θά καταπλεύση εἰς Κάιρον μεταφέρον τά πολεμικά καί τά καλοκαιρινά ὑλικά τῆς Ἑλλάδος. ... τά μουσουλμανικά κράτη.: [265, 803, 460, 972]
article-paragraph: ΟΤΑΝ ὁ Ναπολέων ἀπέκτησε τόν πρῶτον καί μοναδικόν του υἱόν, τόν 'Αετιδέα, ἐξέφερε τήν ἐπιθυμίαν νά ἀνεγείρη ἕν ἀνάκτορον ἐντός τῶν Παρισίων πλησίον τῆς γεφύρας τῆς 'Ιένας. Ἡ κυβέρνησις τότε, διέταξε νά ἀπαλλοτριωθῆ ὁ χῶρος, ὅπου θά: [70, 803, 255, 916]
helwan-line: ΕΛΛΗΝΙΚΩΝ ΣΧΟΛΩΝ ΚΑΪΡΟΥ: [102, 1981, 432, 2005]
horse-name: 3 ΦΑΟΥΑΖ: [482, 817, 536, 829]
helwan-line: 'Ανοιξιάτικος Συναγερμός !: [161, 1739, 373, 1757]
horse-name: 1 ΧΙΛΑΛ ΝΑΣΡ: [482, 725, 558, 737]
argyrou-title: ΤΟ ΓΡΑΦΕΙΟΝ Ν. ΑΡΓΥΡΟΥ: [875, 1862, 1190, 1887]
horse-name: 3 ΟΤΙΝΓΚΟ: [482, 685, 542, 697]
brandy-label: BRANDY: [712, 1813, 763, 1827]
helwan-line: ΕΛΑΤΕ ΛΟΙΠΟΝ ΟΛΟΙ ΜΑΖΙ ΞΕΝΟΙΑΣΤΟΙ ΑΠΟ ΣΚΟΤΟΥΡΕΣ ΚΑΙ ΣΠΟΥΔΗ: [82, 1919, 452, 1947]
apo-kyriakis-title: ΑΠΟ ΚΥΡΙΑΚΗΣ ΕΙΣ ΚΥΡΙΑΚΗΝ: [821, 185, 1249, 215]
race-result-row: [482, 870, 682, 883]
article-paragraph: Δέν μᾶς ἀπασχολοῦσεν ὅμως, δέν νομίζετε μέ τά κεφάλαια τοῦ κοινοῦ, πού ὑπάρχουν, τά πράγματα ἀντιμετωπίζονται καί εἰς τό μέλλον καί εἰς τήν ἱστορίαν.: [925, 698, 1140, 767]
separator-icon: ✿: [357, 506, 368, 520]
kazino-line: ΤΟ ΒΡΑΔΥ:: [1254, 1811, 1341, 1827]
race-total: Τ.Τ. 88: [482, 830, 518, 842]
kazino-line: ΑΘΗΝΑΪΚΟ ΚΟΥΪΝΤΕΤΟ: [1155, 1698, 1440, 1723]
section-heading: ΚΑΪΡΙΝΑ ΘΕΑΜΑΤΑ: [1409, 73, 1557, 89]
gold-cat-ad: [700, 1795, 1000, 1845]
guitarist-desc: ὁ κιθαρίστας πού τόσον ἀγαπᾶτε ἀπό τό: [94, 1614, 230, 1641]
horse-name: 2 ΑΣΧΑΜΠ: [482, 936, 540, 948]
separator-icon: ☆☆☆: [1017, 525, 1048, 539]
section-heading: Η ΔΙΚΗΣΙΣ ΕΙΣ ΤΟ ΔΙΟΙΚΗΤΗΡΙΟΝ: [514, 72, 650, 105]
horse-odds: 42: [669, 1015, 682, 1027]
kazino-line: β) Τό θαυμάσιο τραγουδιστικό Ντούο: [1173, 1727, 1422, 1742]
race-result-row: [482, 804, 682, 817]
cinema-item: ΡΑΝΤΙΟ — Τηλ. 77562 TEMPEST: [1378, 165, 1548, 176]
article-paragraph: Τά μέλη τῆς 'Ελληνικῆς Κοινότητος 'Ηλιουπόλεως καλοῦνται ὅπως προσέλθουν σήμερον καί 5.30 μ.μ. εἰς τήν αἴθουσαν τῶν ἐκδηλώσεων κοινοτικοῦ καταστήματος ἵνα ἀκούσωσι τήν λογοδοσίαν τῆς διοικήσεως καί ἐκλέξωσι τήν νέαν ἐπιτροπήν. ... 'Η Κοινοτική 'Επιτροπή, μετά ἀπό συνεχῆ προσπάθειαν, κατόρθωσε νά ἐξοικονομήσῃ τό ἀπαραίτητον ποσόν καί ἐφέτος διά νά ἐξοφλήσῃ τάς ὑποχρεώσεις τῆς Κοινότητος. Τά ἀποτελέσματα ἀνακοινοῦνται εἰς τό συμβούλιον. ... Τό ὑπόλοιπον ταμείου τῆς χρήσεως 1959 ἀνέρχεται εἰς λίρας 2.170, αἱ δέ κοινοτικαί εἰσπράξεις καί δωρεαί εἰς λίρας 4.963. ...: [700, 250, 915, 504]
